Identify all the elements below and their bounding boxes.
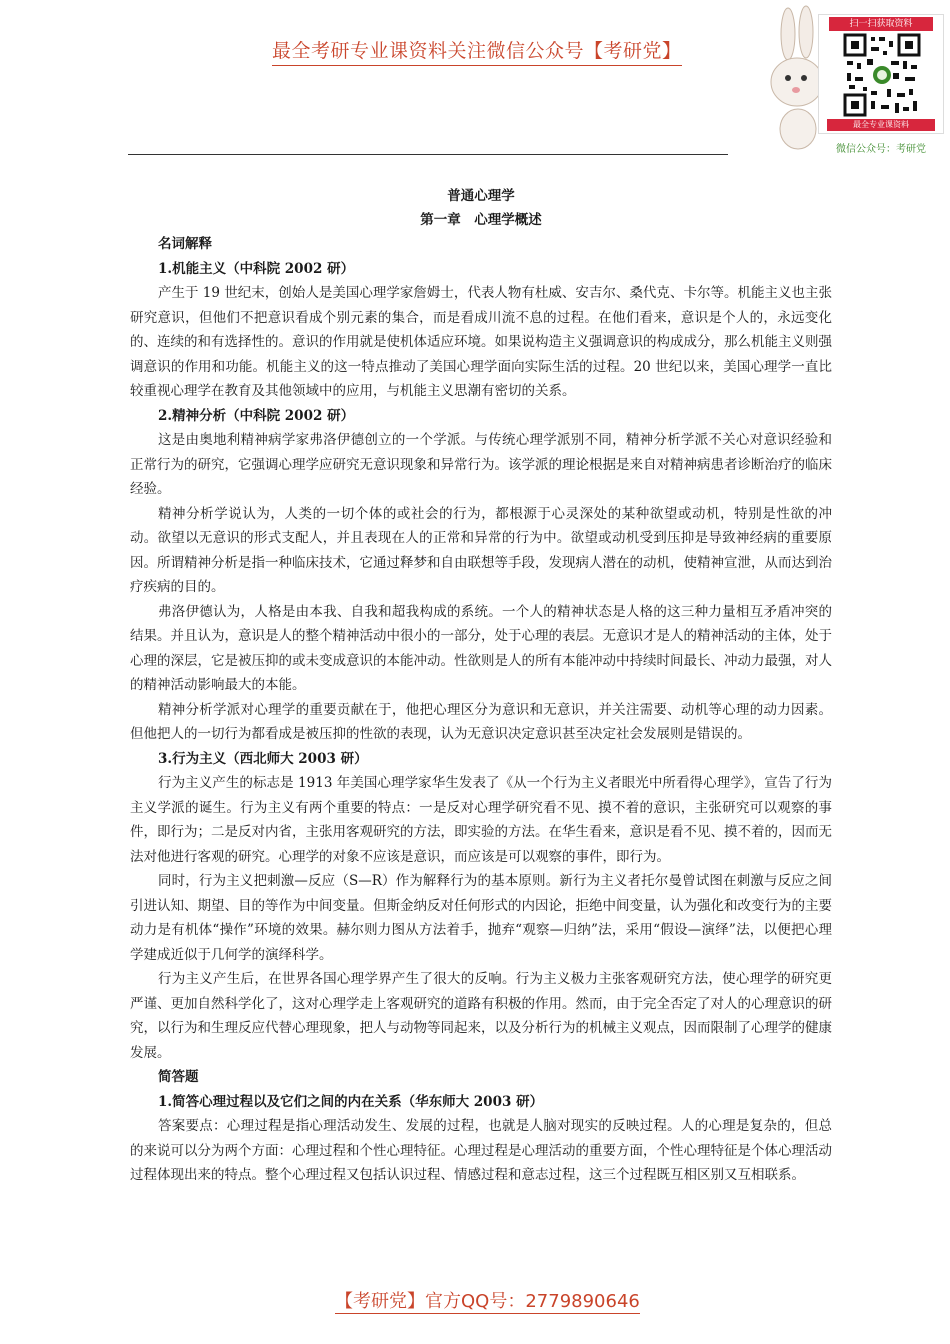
paragraph: 精神分析学说认为，人类的一切个体的或社会的行为，都根源于心灵深处的某种欲望或动机，特别是性欲的冲动。欲望以无意识的形式支配人，并且表现在人的正常和异常的行为中。欲望或动机受到压抑是导致神经病的重要原因。所谓精神分析是指一种临床技术，它通过释梦和自由联想等手段，发现病人潜在的动机，使精神宣泄，从而达到治疗疾病的目的。 [130,505,832,595]
footer-contact: 【考研党】官方QQ号：2779890646 [335,1287,640,1314]
document-body [130,184,832,1188]
qr-bottom-label: 最全专业课资料 [827,119,935,131]
term-heading-psychoanalysis: 2.精神分析（中科院 2002 研） [158,407,355,424]
paragraph: 行为主义产生的标志是 1913 年美国心理学家华生发表了《从一个行为主义者眼光中所看得心理学》，宣告了行为主义学派的诞生。行为主义有两个重要的特点：一是反对心理学研究看不见、摸不着的意识，主张研究可以观察的事件，即行为；二是反对内省，主张用客观研究的方法，即实验的方法。在华生看来，意识是看不见、摸不着的，因而无法对他进行客观的研究。心理学的对象不应该是意识，而应该是可以观察的事件，即行为。 [130,775,832,865]
chapter-title: 第一章 心理学概述 [420,212,542,228]
term-heading-functionalism: 1.机能主义（中科院 2002 研） [158,260,355,277]
qr-code-icon [843,33,921,117]
header-divider [128,154,728,155]
paragraph: 同时，行为主义把刺激—反应（S—R）作为解释行为的基本原则。新行为主义者托尔曼曾试图在刺激与反应之间引进认知、期望、目的等作为中间变量。但斯金纳反对任何形式的内因论，拒绝中间变量，认为强化和改变行为的主要动力是有机体“操作”环境的效果。赫尔则力图从方法着手，抛弃“观察—归纳”法，采用“假设—演绎”法，以便把心理学建成近似于几何学的演绎科学。 [130,873,832,963]
header-banner: 最全考研专业课资料关注微信公众号【考研党】 [272,36,682,66]
qr-code-panel [818,14,944,134]
paragraph: 行为主义产生后，在世界各国心理学界产生了很大的反响。行为主义极力主张客观研究方法，使心理学的研究更严谨、更加自然科学化了，这对心理学走上客观研究的道路有积极的作用。然而，由于完全否定了对人的心理意识的研究，以行为和生理反应代替心理现象，把人与动物等同起来，以及分析行为的机械主义观点，因而限制了心理学的健康发展。 [130,971,832,1061]
paragraph: 这是由奥地利精神病学家弗洛伊德创立的一个学派。与传统心理学派别不同，精神分析学派不关心对意识经验和正常行为的研究，它强调心理学应研究无意识现象和异常行为。该学派的理论根据是来自对精神病患者诊断治疗的临床经验。 [130,432,832,497]
section-heading-definitions: 名词解释 [158,236,212,252]
wechat-caption: 微信公众号：考研党 [836,144,926,155]
question-heading: 1.简答心理过程以及它们之间的内在关系（华东师大 2003 研） [158,1093,544,1110]
doc-title: 普通心理学 [447,188,515,204]
section-heading-short-answer: 简答题 [158,1069,199,1085]
paragraph: 产生于 19 世纪末，创始人是美国心理学家詹姆士，代表人物有杜威、安吉尔、桑代克、卡尔等。机能主义也主张研究意识，但他们不把意识看成个别元素的集合，而是看成川流不息的过程。在他们看来，意识是个人的，永远变化的、连续的和有选择性的。意识的作用就是使机体适应环境。如果说构造主义强调意识的构成成分，那么机能主义则强调意识的作用和功能。机能主义的这一特点推动了美国心理学面向实际生活的过程。20 世纪以来，美国心理学一直比较重视心理学在教育及其他领域中的应用，与机能主义思潮有密切的关系。 [130,285,832,399]
qr-top-label: 扫一扫获取资料 [829,17,933,31]
paragraph: 弗洛伊德认为，人格是由本我、自我和超我构成的系统。一个人的精神状态是人格的这三种力量相互矛盾冲突的结果。并且认为，意识是人的整个精神活动中很小的一部分，处于心理的表层。无意识才是人的精神活动的主体，处于心理的深层，它是被压抑的或未变成意识的本能冲动。性欲则是人的所有本能冲动中持续时间最长、冲动力最强，对人的精神活动影响最大的本能。 [130,603,832,693]
term-heading-behaviorism: 3.行为主义（西北师大 2003 研） [158,750,368,767]
paragraph: 精神分析学派对心理学的重要贡献在于，他把心理区分为意识和无意识，并关注需要、动机等心理的动力因素。但他把人的一切行为都看成是被压抑的性欲的表现，认为无意识决定意识甚至决定社会发展则是错误的。 [130,701,832,742]
paragraph: 答案要点：心理过程是指心理活动发生、发展的过程，也就是人脑对现实的反映过程。人的心理是复杂的，但总的来说可以分为两个方面：心理过程和个性心理特征。心理过程是心理活动的重要方面，个性心理特征是个体心理活动过程体现出来的特点。整个心理过程又包括认识过程、情感过程和意志过程，这三个过程既互相区别又互相联系。 [130,1118,832,1183]
